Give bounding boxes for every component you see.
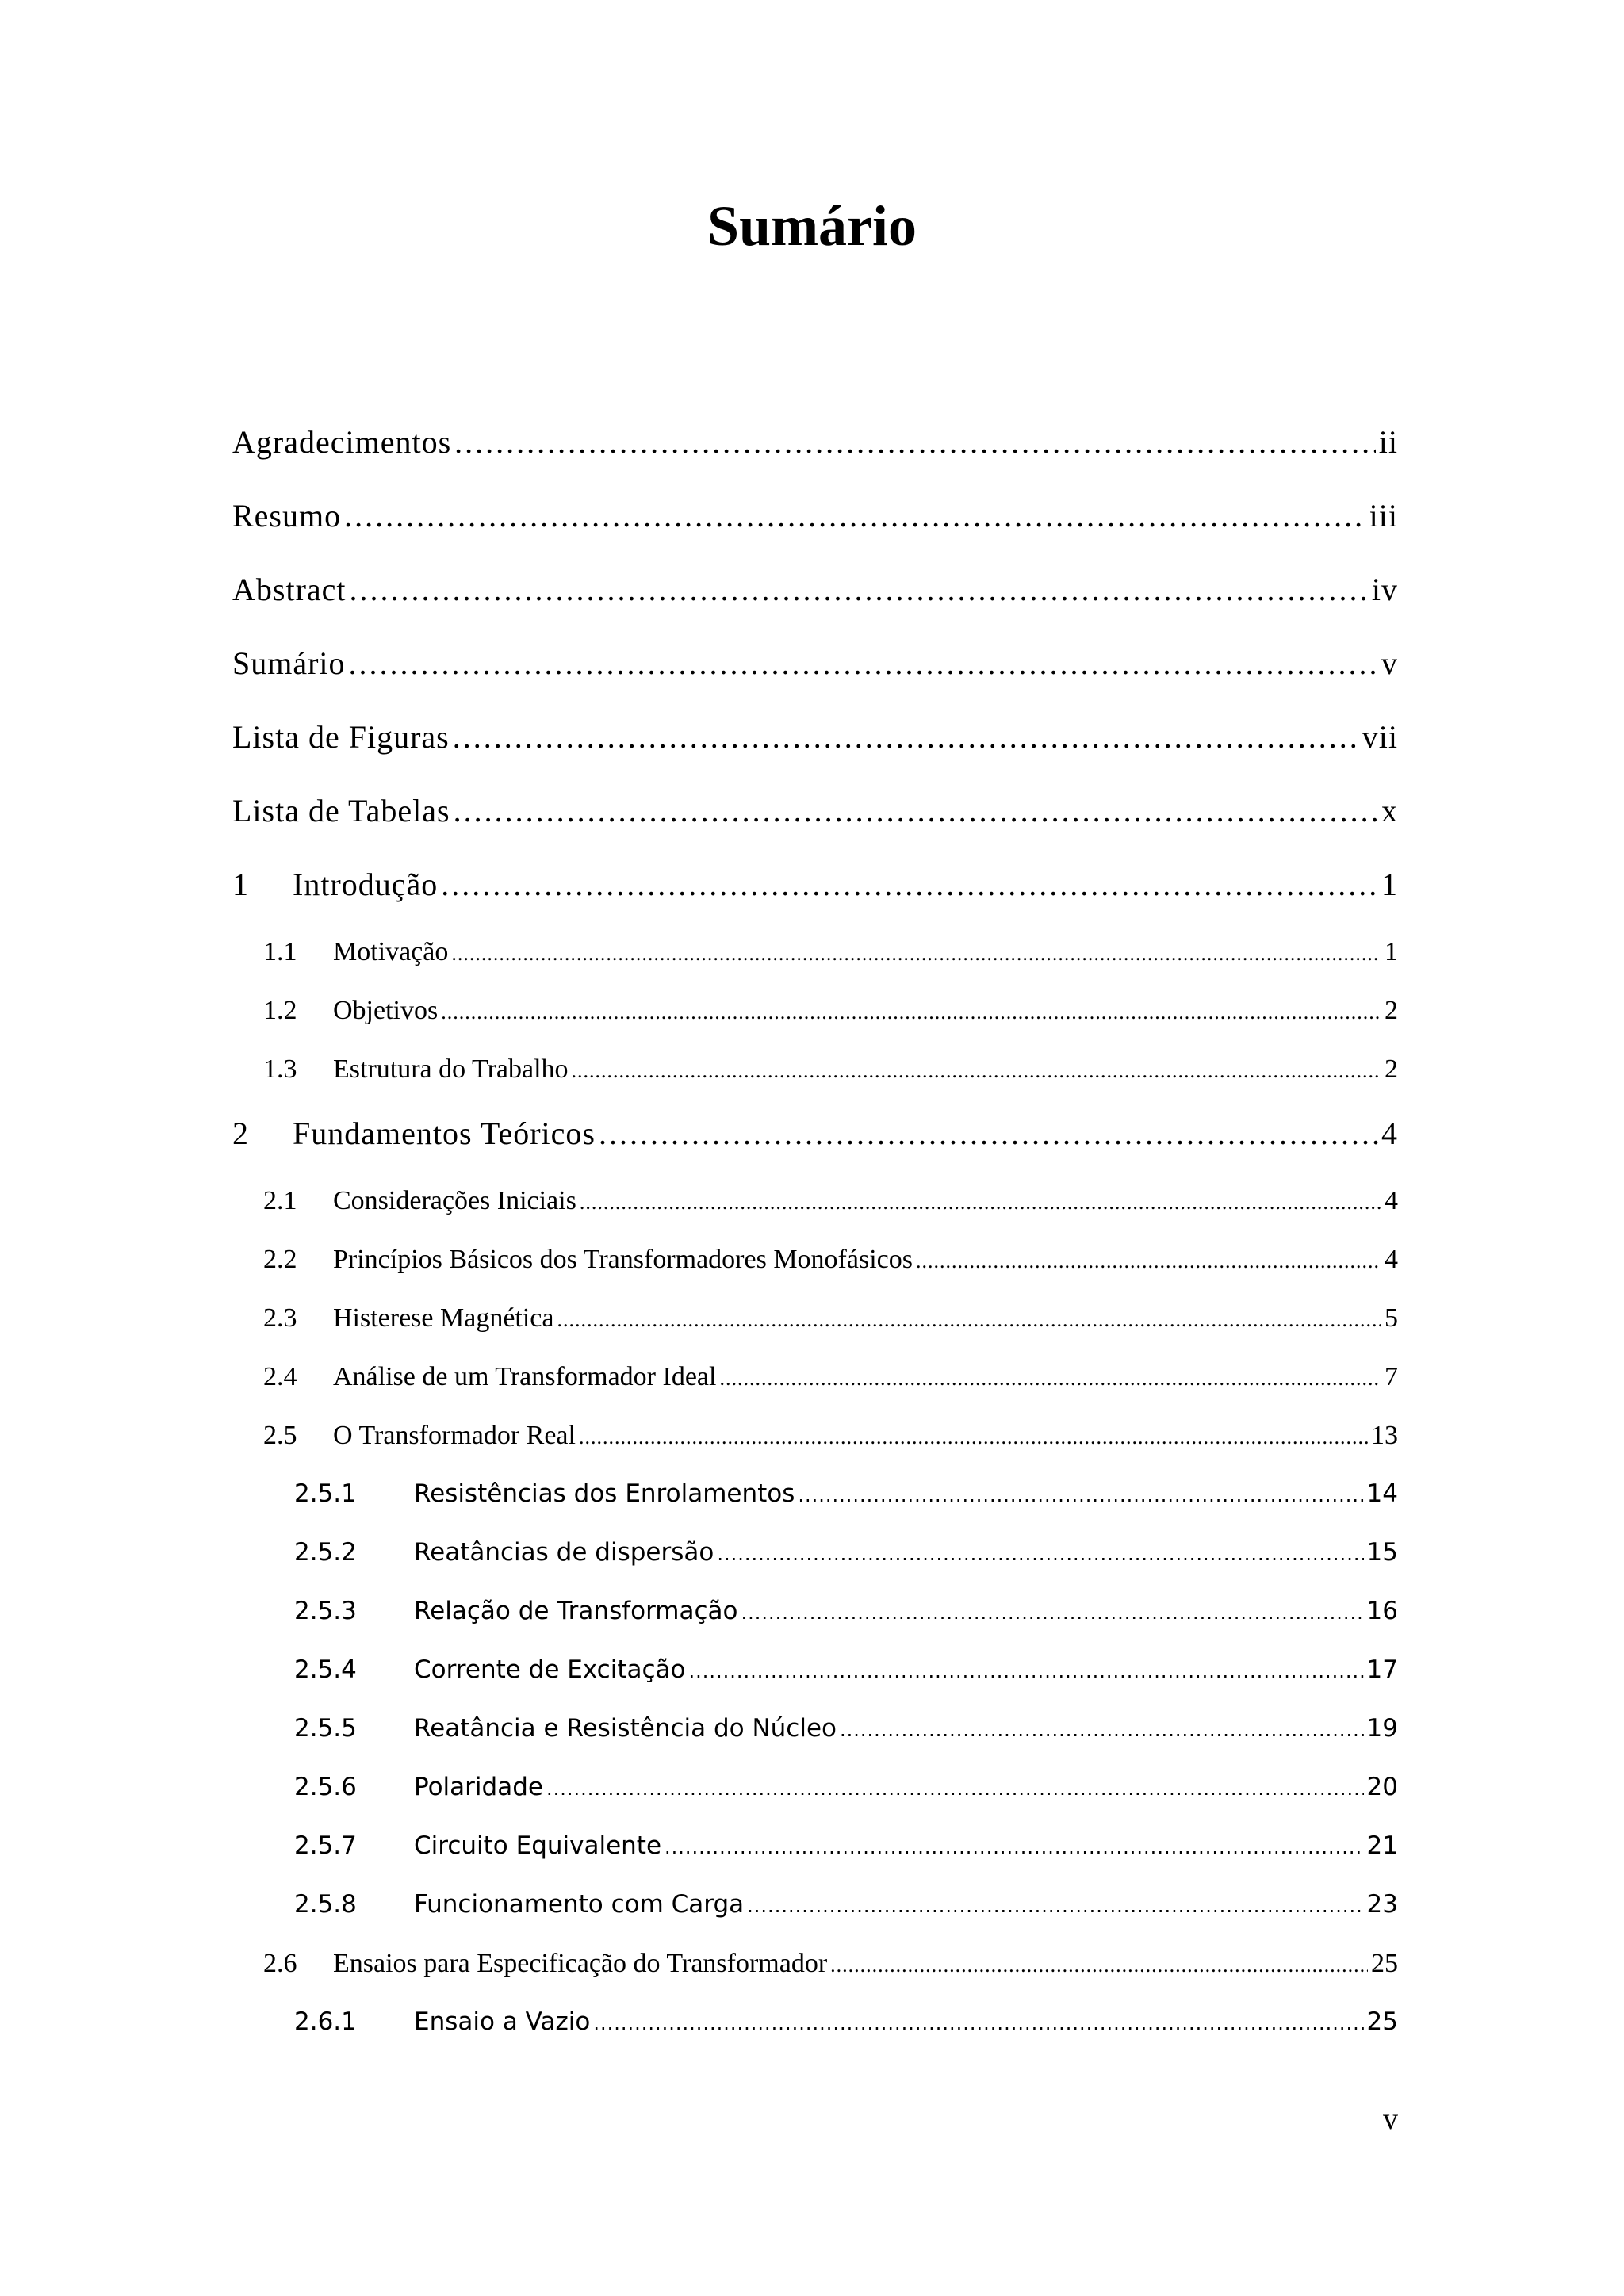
toc-entry-number: 1.3 <box>263 1054 297 1084</box>
toc-entry-section-1-3 <box>263 1050 1398 1091</box>
toc-entry-section-2-2 <box>263 1240 1398 1281</box>
toc-entry-page: ii <box>1378 424 1398 460</box>
toc-entry-page: 4 <box>1385 1186 1398 1215</box>
dot-leader <box>830 1946 1368 1985</box>
toc-entry-number: 2.6.1 <box>294 2007 357 2036</box>
toc-entry-page: 23 <box>1366 1890 1398 1919</box>
toc-entry-label: Polaridade <box>414 1773 543 1801</box>
toc-entry-number: 2.5.7 <box>294 1831 357 1860</box>
toc-entry-lista-tabelas <box>232 787 1398 835</box>
toc-entry-number: 2.5.3 <box>294 1597 357 1625</box>
toc-entry-page: 25 <box>1371 1949 1398 1978</box>
toc-entry-page: 5 <box>1385 1303 1398 1333</box>
toc-entry-number: 2.5.8 <box>294 1890 357 1919</box>
toc-entry-label: Motivação <box>333 937 449 966</box>
toc-entry-subsection-2-5-6 <box>294 1768 1398 1808</box>
toc-entry-page: 7 <box>1385 1362 1398 1391</box>
toc-entry-lista-figuras <box>232 714 1398 761</box>
dot-leader <box>599 1110 1378 1158</box>
toc-entry-section-2-3 <box>263 1299 1398 1340</box>
toc-entry-section-1-2 <box>263 991 1398 1032</box>
toc-entry-subsection-2-5-2 <box>294 1533 1398 1573</box>
toc-entry-number: 2 <box>232 1115 249 1151</box>
dot-leader <box>454 787 1378 835</box>
toc-entry-number: 2.5.1 <box>294 1479 357 1508</box>
dot-leader <box>593 2004 1363 2042</box>
page-title: Sumário <box>707 194 917 258</box>
toc-entry-page: iii <box>1369 498 1398 534</box>
dot-leader <box>546 1770 1364 1808</box>
toc-entry-page: 19 <box>1366 1714 1398 1743</box>
dot-leader <box>344 492 1366 540</box>
toc-entry-page: 14 <box>1366 1479 1398 1508</box>
toc-entry-page: 21 <box>1366 1831 1398 1860</box>
toc-entry-label: Estrutura do Trabalho <box>333 1054 569 1084</box>
dot-leader <box>453 714 1359 761</box>
dot-leader <box>798 1476 1363 1514</box>
toc-entry-number: 2.5.4 <box>294 1655 357 1684</box>
dot-leader <box>916 1242 1381 1281</box>
toc-entry-page: 2 <box>1385 996 1398 1025</box>
toc-entry-label: Resistências dos Enrolamentos <box>414 1479 795 1508</box>
toc-entry-label: Ensaio a Vazio <box>414 2007 591 2036</box>
toc-entry-page: 1 <box>1385 937 1398 966</box>
toc-entry-section-2-5 <box>263 1416 1398 1457</box>
toc-entry-page: 17 <box>1366 1655 1398 1684</box>
toc-entry-number: 1 <box>232 867 249 902</box>
dot-leader <box>572 1051 1381 1091</box>
dot-leader <box>350 566 1369 614</box>
toc-entry-abstract <box>232 566 1398 614</box>
toc-entry-label: Circuito Equivalente <box>414 1831 662 1860</box>
toc-entry-subsection-2-5-7 <box>294 1827 1398 1866</box>
toc-entry-number: 2.5.2 <box>294 1538 357 1567</box>
toc-entry-label: Objetivos <box>333 996 439 1025</box>
toc-entry-subsection-2-6-1 <box>294 2003 1398 2042</box>
dot-leader <box>454 419 1376 466</box>
toc-entry-chapter-2 <box>232 1110 1398 1158</box>
toc-entry-sumario <box>232 640 1398 687</box>
toc-entry-number: 2.2 <box>263 1245 297 1274</box>
toc-entry-subsection-2-5-8 <box>294 1885 1398 1925</box>
toc-entry-label: Introdução <box>293 867 439 902</box>
toc-entry-label: Lista de Tabelas <box>232 793 450 828</box>
toc-entry-section-2-6 <box>263 1944 1398 1985</box>
toc-entry-label: Fundamentos Teóricos <box>293 1115 596 1151</box>
toc-entry-subsection-2-5-4 <box>294 1651 1398 1690</box>
toc-entry-page: 20 <box>1366 1773 1398 1801</box>
toc-entry-subsection-2-5-3 <box>294 1592 1398 1632</box>
toc-entry-subsection-2-5-5 <box>294 1709 1398 1749</box>
toc-entry-label: Relação de Transformação <box>414 1597 738 1625</box>
toc-entry-label: Princípios Básicos dos Transformadores Monofásicos <box>333 1245 913 1274</box>
dot-leader <box>580 1183 1381 1223</box>
toc-entry-page: iv <box>1371 572 1398 607</box>
toc-entry-number: 2.6 <box>263 1949 297 1978</box>
toc-entry-label: Reatância e Resistência do Núcleo <box>414 1714 837 1743</box>
toc-entry-number: 2.1 <box>263 1186 297 1215</box>
toc-entry-section-2-1 <box>263 1181 1398 1223</box>
toc-entry-label: Abstract <box>232 572 347 607</box>
page-number: v <box>1383 2103 1398 2136</box>
dot-leader <box>451 934 1381 974</box>
toc-entry-page: 16 <box>1366 1597 1398 1625</box>
toc-entry-label: Ensaios para Especificação do Transformador <box>333 1949 828 1978</box>
toc-entry-label: Funcionamento com Carga <box>414 1890 745 1919</box>
dot-leader <box>719 1359 1381 1399</box>
toc-entry-label: O Transformador Real <box>333 1421 576 1450</box>
toc-entry-label: Análise de um Transformador Ideal <box>333 1362 717 1391</box>
toc-entry-number: 1.2 <box>263 996 297 1025</box>
toc-entry-page: 25 <box>1366 2007 1398 2036</box>
toc-entry-page: 13 <box>1371 1421 1398 1450</box>
toc-entry-page: x <box>1381 793 1398 828</box>
dot-leader <box>441 993 1381 1032</box>
dot-leader <box>840 1711 1364 1749</box>
toc-entry-label: Histerese Magnética <box>333 1303 554 1333</box>
toc-entry-resumo <box>232 492 1398 540</box>
toc-entry-number: 2.3 <box>263 1303 297 1333</box>
toc-entry-page: 15 <box>1366 1538 1398 1567</box>
toc-entry-label: Corrente de Excitação <box>414 1655 686 1684</box>
dot-leader <box>349 640 1378 687</box>
toc-entry-number: 2.5.5 <box>294 1714 357 1743</box>
dot-leader <box>717 1535 1363 1573</box>
toc-entry-page: 2 <box>1385 1054 1398 1084</box>
toc-entry-label: Lista de Figuras <box>232 719 450 755</box>
dot-leader <box>441 861 1378 909</box>
toc-entry-label: Resumo <box>232 498 342 534</box>
toc-entry-number: 2.5 <box>263 1421 297 1450</box>
toc-entry-number: 2.5.6 <box>294 1773 357 1801</box>
dot-leader <box>747 1887 1363 1925</box>
toc-entry-section-1-1 <box>263 932 1398 974</box>
dot-leader <box>741 1594 1364 1632</box>
toc-entry-agradecimentos <box>232 419 1398 466</box>
toc-entry-page: vii <box>1362 719 1398 755</box>
toc-entry-number: 2.4 <box>263 1362 297 1391</box>
dot-leader <box>579 1418 1368 1457</box>
toc-entry-page: 4 <box>1381 1115 1398 1151</box>
dot-leader <box>665 1828 1364 1866</box>
toc-entry-label: Reatâncias de dispersão <box>414 1538 714 1567</box>
toc-entry-page: 1 <box>1381 867 1398 902</box>
toc-entry-chapter-1 <box>232 861 1398 909</box>
toc-entry-label: Agradecimentos <box>232 424 452 460</box>
toc-entry-label: Sumário <box>232 645 346 681</box>
toc-entry-number: 1.1 <box>263 937 297 966</box>
dot-leader <box>557 1300 1382 1340</box>
toc-entry-page: 4 <box>1385 1245 1398 1274</box>
toc-entry-label: Considerações Iniciais <box>333 1186 576 1215</box>
toc-entry-subsection-2-5-1 <box>294 1475 1398 1514</box>
dot-leader <box>688 1652 1363 1690</box>
toc-entry-section-2-4 <box>263 1357 1398 1399</box>
toc-entry-page: v <box>1381 645 1398 681</box>
